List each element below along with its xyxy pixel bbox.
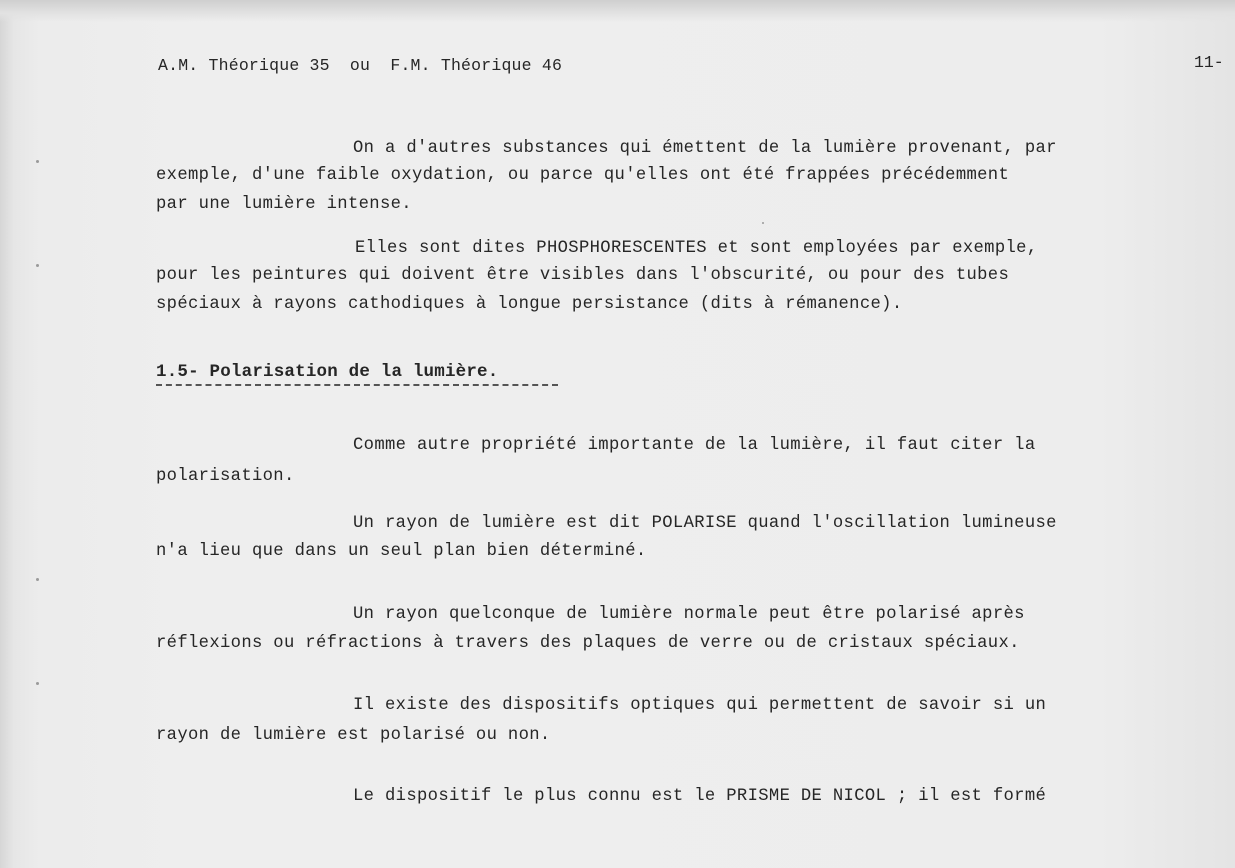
paragraph-2-line-1: Elles sont dites PHOSPHORESCENTES et sont employées par exemple,	[355, 239, 1038, 258]
section-heading: 1.5- Polarisation de la lumière.	[156, 362, 499, 382]
paragraph-2-line-2: pour les peintures qui doivent être visibles dans l'obscurité, ou pour des tubes	[156, 266, 1010, 285]
scan-speck	[36, 578, 39, 581]
scan-speck	[36, 682, 39, 685]
scan-speck	[762, 222, 764, 224]
scan-speck	[36, 264, 39, 267]
paragraph-4-line-1: Un rayon de lumière est dit POLARISE quand l'oscillation lumineuse	[353, 514, 1057, 533]
scan-speck	[36, 160, 39, 163]
paragraph-4-line-2: n'a lieu que dans un seul plan bien déterminé.	[156, 542, 647, 561]
paragraph-1-line-1: On a d'autres substances qui émettent de la lumière provenant, par	[353, 139, 1057, 158]
paragraph-1-line-3: par une lumière intense.	[156, 195, 412, 214]
scan-top-edge	[0, 0, 1235, 22]
paragraph-2-line-3: spéciaux à rayons cathodiques à longue persistance (dits à rémanence).	[156, 295, 903, 314]
paragraph-3-line-2: polarisation.	[156, 467, 295, 486]
paragraph-5-line-2: réflexions ou réfractions à travers des plaques de verre ou de cristaux spéciaux.	[156, 634, 1020, 653]
section-heading-underline	[156, 384, 558, 386]
paragraph-5-line-1: Un rayon quelconque de lumière normale peut être polarisé après	[353, 605, 1025, 624]
paragraph-3-line-1: Comme autre propriété importante de la lumière, il faut citer la	[353, 436, 1036, 455]
page-number: 11-	[1194, 53, 1224, 72]
page-header-title: A.M. Théorique 35 ou F.M. Théorique 46	[158, 56, 563, 75]
paragraph-1-line-2: exemple, d'une faible oxydation, ou parce qu'elles ont été frappées précédemment	[156, 166, 1010, 185]
paragraph-6-line-2: rayon de lumière est polarisé ou non.	[156, 726, 551, 745]
paragraph-7-line-1: Le dispositif le plus connu est le PRISME DE NICOL ; il est formé	[353, 787, 1047, 806]
paragraph-6-line-1: Il existe des dispositifs optiques qui permettent de savoir si un	[353, 696, 1047, 715]
